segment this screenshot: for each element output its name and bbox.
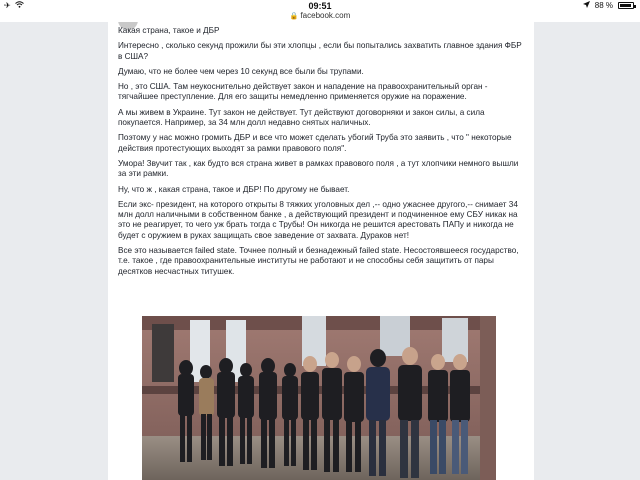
post-paragraph: Если экс- президент, на которого открыты 8 тяжких уголовных дел ,-- одно ужаснее другого,-- снимает 34 млн долл наличными в собственном банке , а действующий президент и подчиненное ему СБУ никак на это не реагирует, то чего уж брать тогда с Трубы! Он никогда не решится арестовать ПАПу и никогда не будет с оружием в руках защищать свое заведение от захвата. Дураков нет! bbox=[118, 199, 518, 240]
post-photo[interactable] bbox=[142, 316, 496, 480]
status-bar bbox=[0, 0, 640, 11]
post-text bbox=[118, 26, 524, 282]
status-right bbox=[583, 1, 634, 10]
post-card bbox=[108, 22, 534, 480]
post-paragraph: Но , это США. Там неукоснительно действует закон и нападение на правоохранительный орган - тягчайшее преступление. Для его защиты немедленно применяется оружие на поражение. bbox=[118, 82, 488, 102]
post-paragraph: Поэтому у нас можно громить ДБР и все что может сделать убогий Труба это заявить , что " некоторые действия протестующих выходят за рамки правового поля". bbox=[118, 133, 512, 153]
page-background bbox=[0, 22, 640, 480]
post-paragraph: Умора! Звучит так , как будто вся страна живет в рамках правового поля , а тут хлопчики немного вышли за эти рамки. bbox=[118, 158, 519, 179]
battery-level bbox=[620, 4, 631, 7]
battery-percent: 88 % bbox=[594, 1, 613, 10]
airplane-mode-icon: ✈ bbox=[4, 1, 11, 10]
post-paragraph: Думаю, что не более чем через 10 секунд все были бы трупами. bbox=[118, 66, 364, 76]
status-time: 09:51 bbox=[308, 1, 332, 11]
location-arrow-icon bbox=[583, 1, 590, 10]
post-paragraph: Какая страна, такое и ДБР bbox=[118, 26, 220, 35]
lock-icon: 🔒 bbox=[289, 13, 299, 20]
post-paragraph: Интересно , сколько секунд прожили бы эти хлопцы , если бы попытались захватить главное здания ФБР в США? bbox=[118, 41, 522, 61]
post-paragraph: Все это называется failed state. Точнее полный и безнадежный failed state. Несостоявшееся государство, т.е. такое , где правоохранительные институты не работают и не способны себя защитить от пары десятков несчастных титушек. bbox=[118, 246, 519, 276]
post-paragraph: Ну, что ж , какая страна, такое и ДБР! По другому не бывает. bbox=[118, 184, 350, 194]
battery-icon bbox=[618, 2, 634, 9]
post-paragraph: А мы живем в Украине. Тут закон не действует. Тут действуют договорняки и закон силы, а сила покупается. Например, за 34 млн долл недавно снятых наличных. bbox=[118, 107, 485, 128]
group-of-young-men-photo bbox=[142, 316, 496, 480]
url-text: facebook.com bbox=[300, 11, 351, 20]
address-bar[interactable] bbox=[0, 11, 640, 22]
